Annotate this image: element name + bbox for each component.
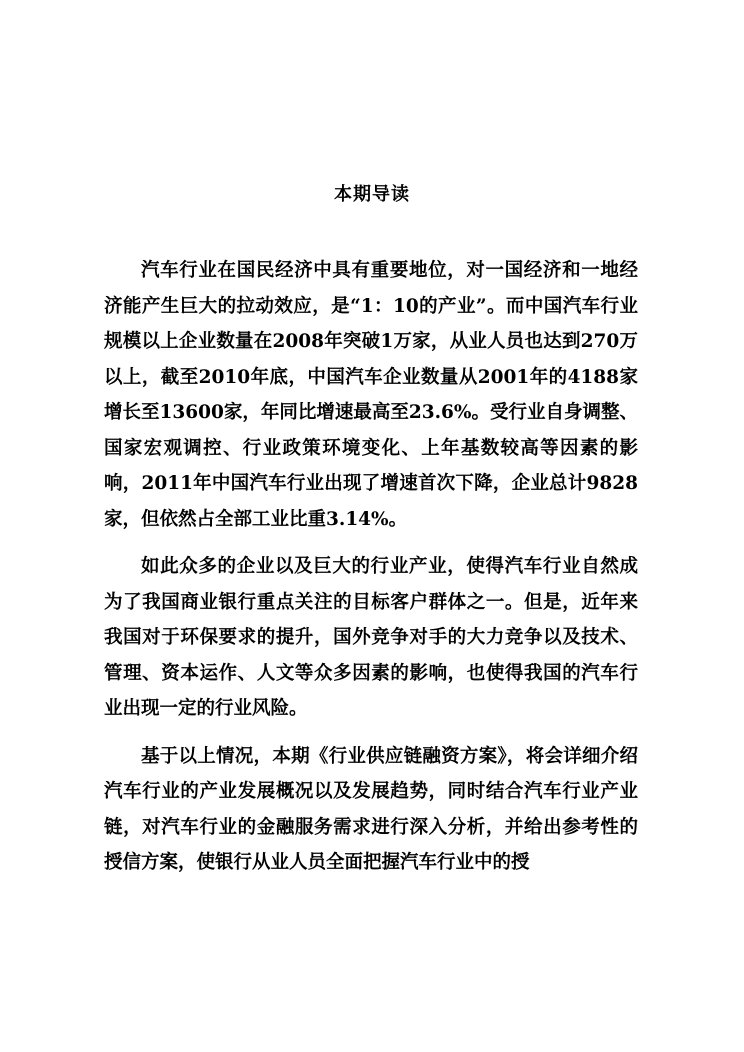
paragraph-plan: 基于以上情况，本期《行业供应链融资方案》，将会详细介绍汽车行业的产业发展概况以及发展趋势，同时结合汽车行业产业链，对汽车行业的金融服务需求进行深入分析，并给出参考性的授信方案，使银行从业人员全面把握汽车行业中的授 [104, 745, 638, 873]
page-title: 本期导读 [334, 184, 410, 205]
document-body [104, 253, 638, 881]
paragraph-risk: 如此众多的企业以及巨大的行业产业，使得汽车行业自然成为了我国商业银行重点关注的目标客户群体之一。但是，近年来我国对于环保要求的提升，国外竞争对手的大力竞争以及技术、管理、资本运作、人文等众多因素的影响，也使得我国的汽车行业出现一定的行业风险。 [104, 556, 638, 719]
paragraph-intro: 汽车行业在国民经济中具有重要地位，对一国经济和一地经济能产生巨大的拉动效应，是“1：10的产业”。而中国汽车行业规模以上企业数量在2008年突破1万家，从业人员也达到270万以上，截至2010年底，中国汽车企业数量从2001年的4188家增长至13600家，年同比增速最高至23.6%。受行业自身调整、国家宏观调控、行业政策环境变化、上年基数较高等因素的影响，2011年中国汽车行业出现了增速首次下降，企业总计9828家，但依然占全部工业比重3.14%。 [104, 260, 638, 530]
